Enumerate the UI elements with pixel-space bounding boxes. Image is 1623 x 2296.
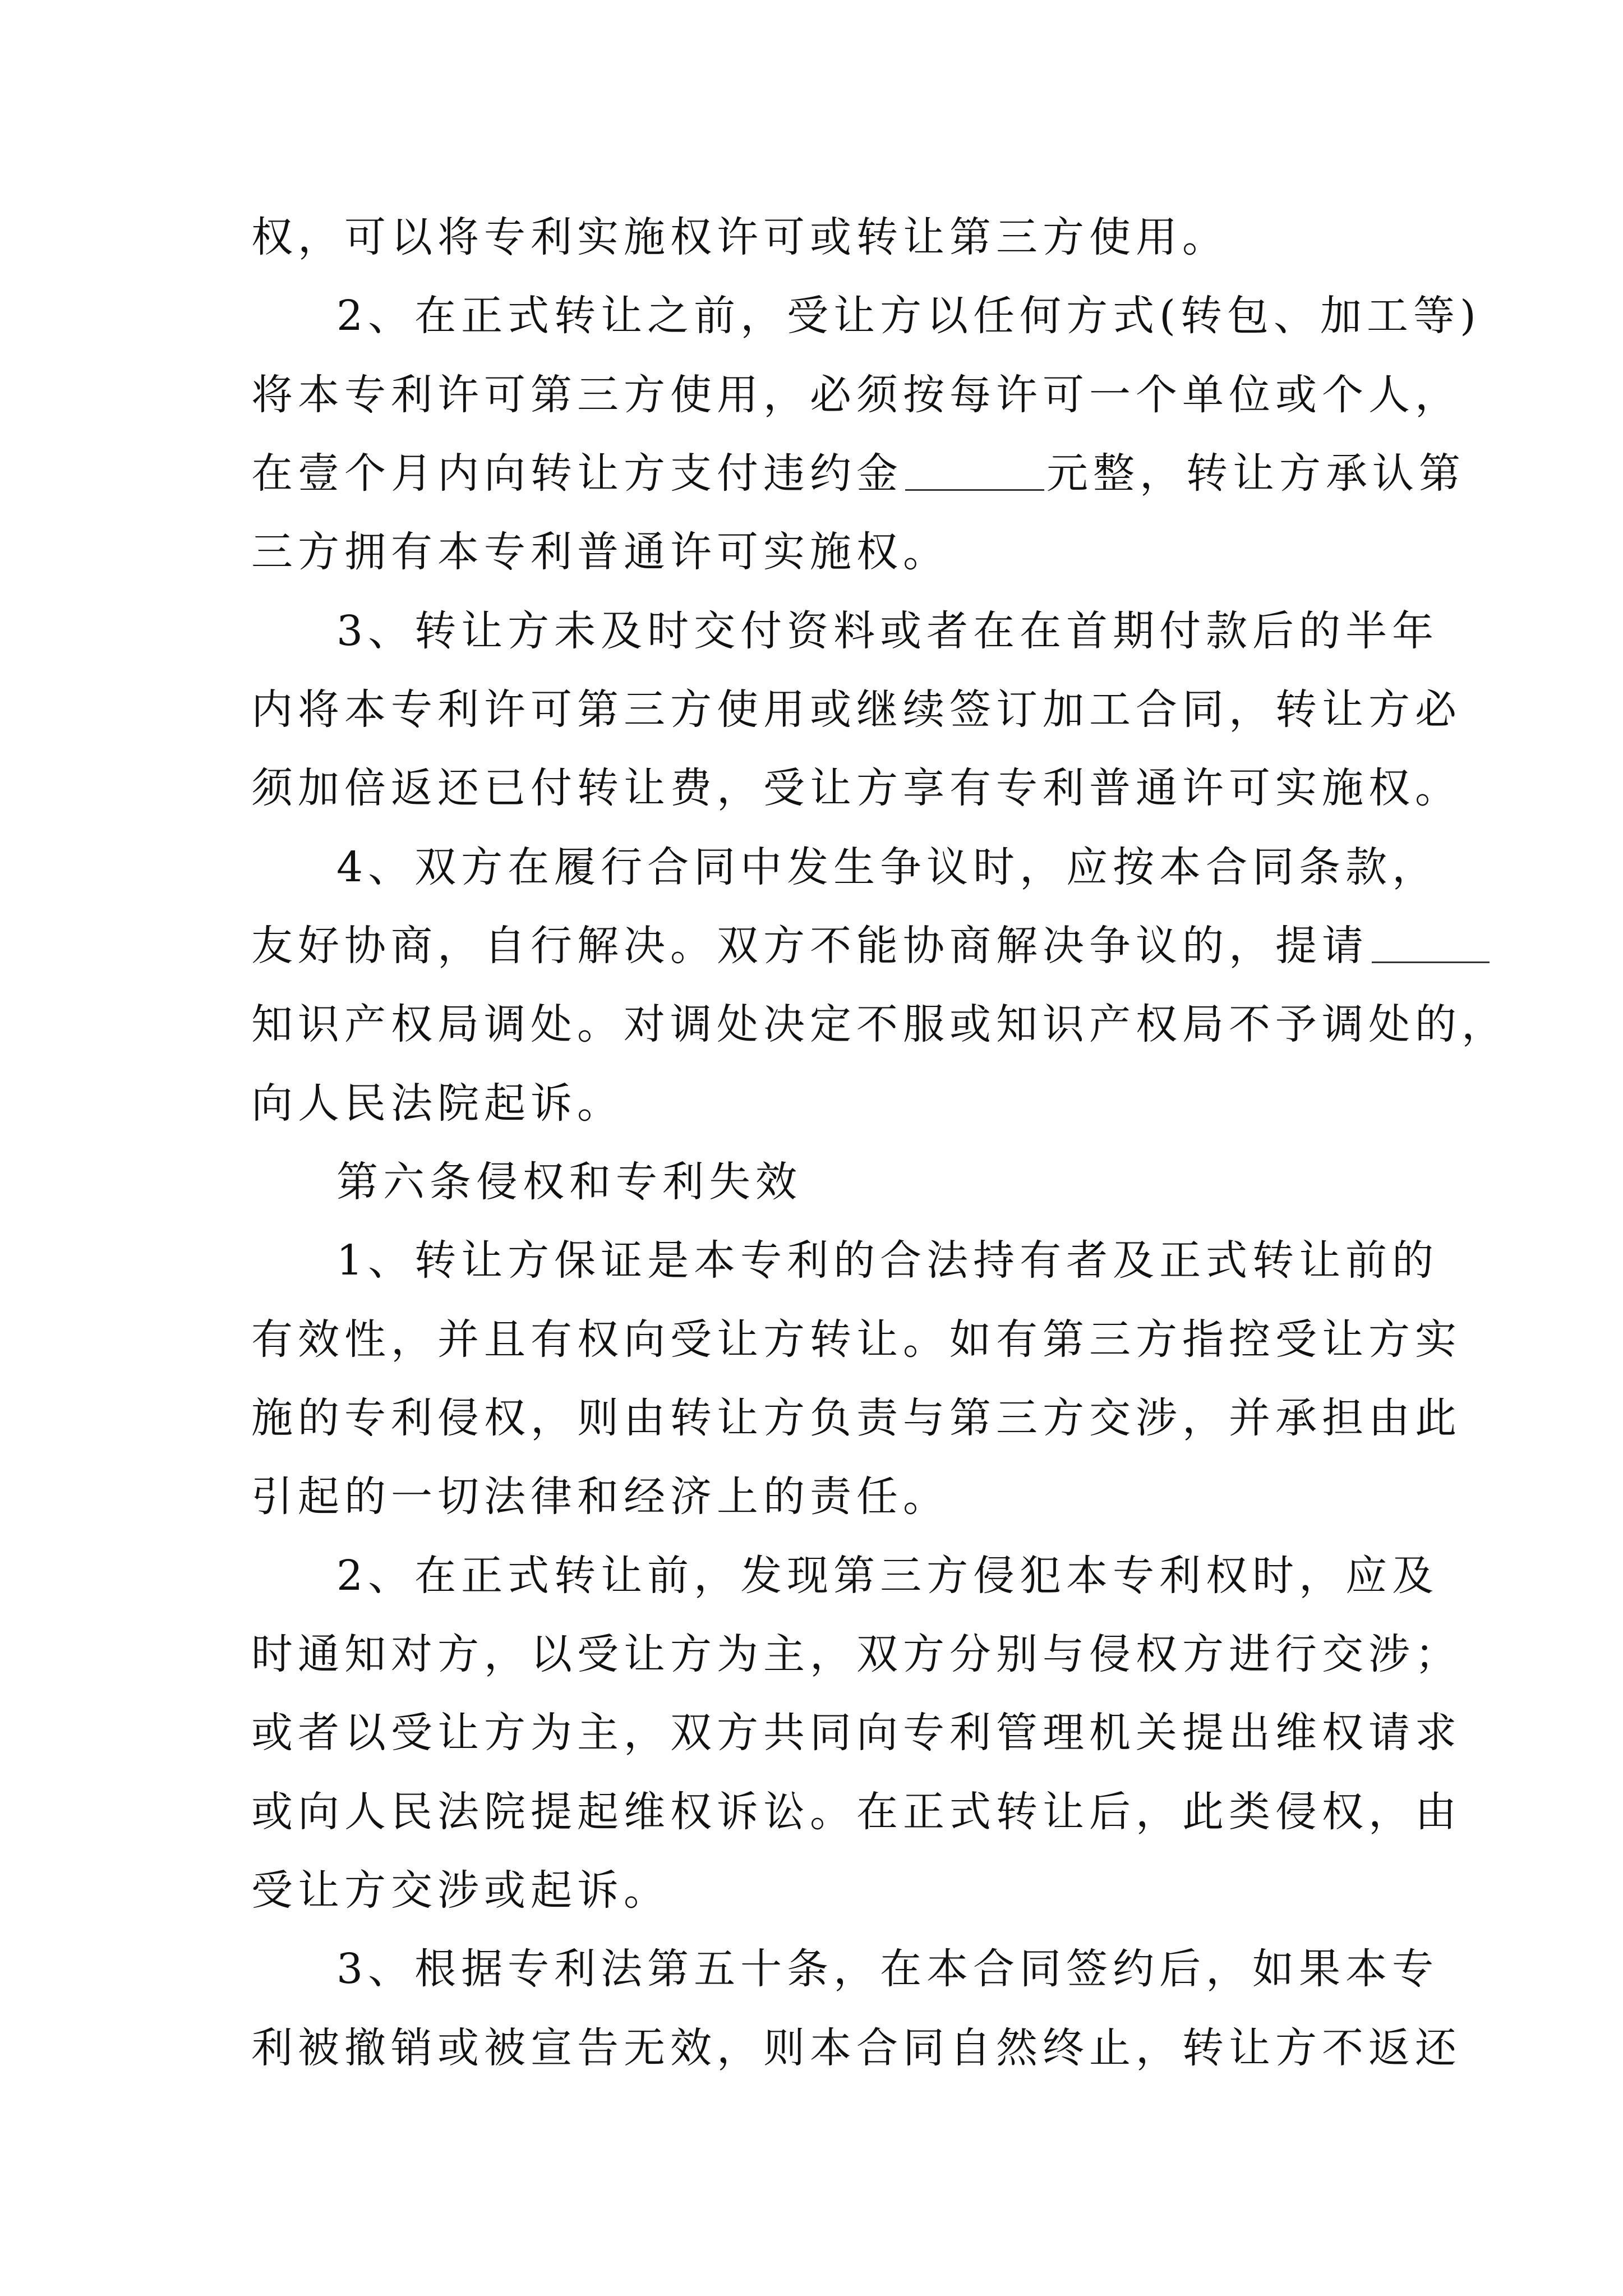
text-line: 4、双方在履行合同中发生争议时，应按本合同条款，	[336, 843, 1439, 891]
text-segment: 元整，转让方承认第	[1046, 449, 1465, 498]
text-segment: 友好协商，自行解决。双方不能协商解决争议的，提请	[251, 922, 1368, 970]
text-line: 受让方交涉或起诉。	[251, 1866, 670, 1915]
text-line: 利被撤销或被宣告无效，则本合同自然终止，转让方不返还	[251, 2024, 1461, 2072]
fill-in-blank	[905, 448, 1044, 491]
fill-in-blank	[1372, 920, 1490, 963]
text-line: 将本专利许可第三方使用，必须按每许可一个单位或个人，	[251, 371, 1461, 419]
text-line: 3、根据专利法第五十条，在本合同签约后，如果本专	[336, 1945, 1439, 1993]
text-line: 2、在正式转让前，发现第三方侵犯本专利权时，应及	[336, 1552, 1439, 1600]
text-line: 须加倍返还已付转让费，受让方享有专利普通许可实施权。	[251, 764, 1461, 812]
text-line: 或者以受让方为主，双方共同向专利管理机关提出维权请求	[251, 1709, 1461, 1757]
text-line-with-blank	[251, 919, 1490, 973]
text-line: 权，可以将专利实施权许可或转让第三方使用。	[251, 213, 1229, 261]
text-line: 施的专利侵权，则由转让方负责与第三方交涉，并承担由此	[251, 1394, 1461, 1442]
text-line: 时通知对方，以受让方为主，双方分别与侵权方进行交涉；	[251, 1630, 1461, 1678]
text-line: 1、转让方保证是本专利的合法持有者及正式转让前的	[336, 1236, 1439, 1285]
text-line: 3、转让方未及时交付资料或者在在首期付款后的半年	[336, 607, 1439, 655]
text-line: 向人民法院起诉。	[251, 1079, 624, 1128]
text-line: 有效性，并且有权向受让方转让。如有第三方指控受让方实	[251, 1315, 1461, 1364]
text-line: 2、在正式转让之前，受让方以任何方式(转包、加工等)	[336, 292, 1481, 340]
text-line: 引起的一切法律和经济上的责任。	[251, 1473, 949, 1521]
text-line-with-blank	[251, 447, 1465, 500]
text-line: 知识产权局调处。对调处决定不服或知识产权局不予调处的，	[251, 1000, 1508, 1048]
text-line: 内将本专利许可第三方使用或继续签订加工合同，转让方必	[251, 685, 1461, 734]
text-line: 三方拥有本专利普通许可实施权。	[251, 528, 949, 576]
text-segment: 在壹个月内向转让方支付违约金	[251, 449, 903, 498]
section-heading: 第六条侵权和专利失效	[336, 1158, 802, 1206]
text-line: 或向人民法院提起维权诉讼。在正式转让后，此类侵权，由	[251, 1788, 1461, 1836]
